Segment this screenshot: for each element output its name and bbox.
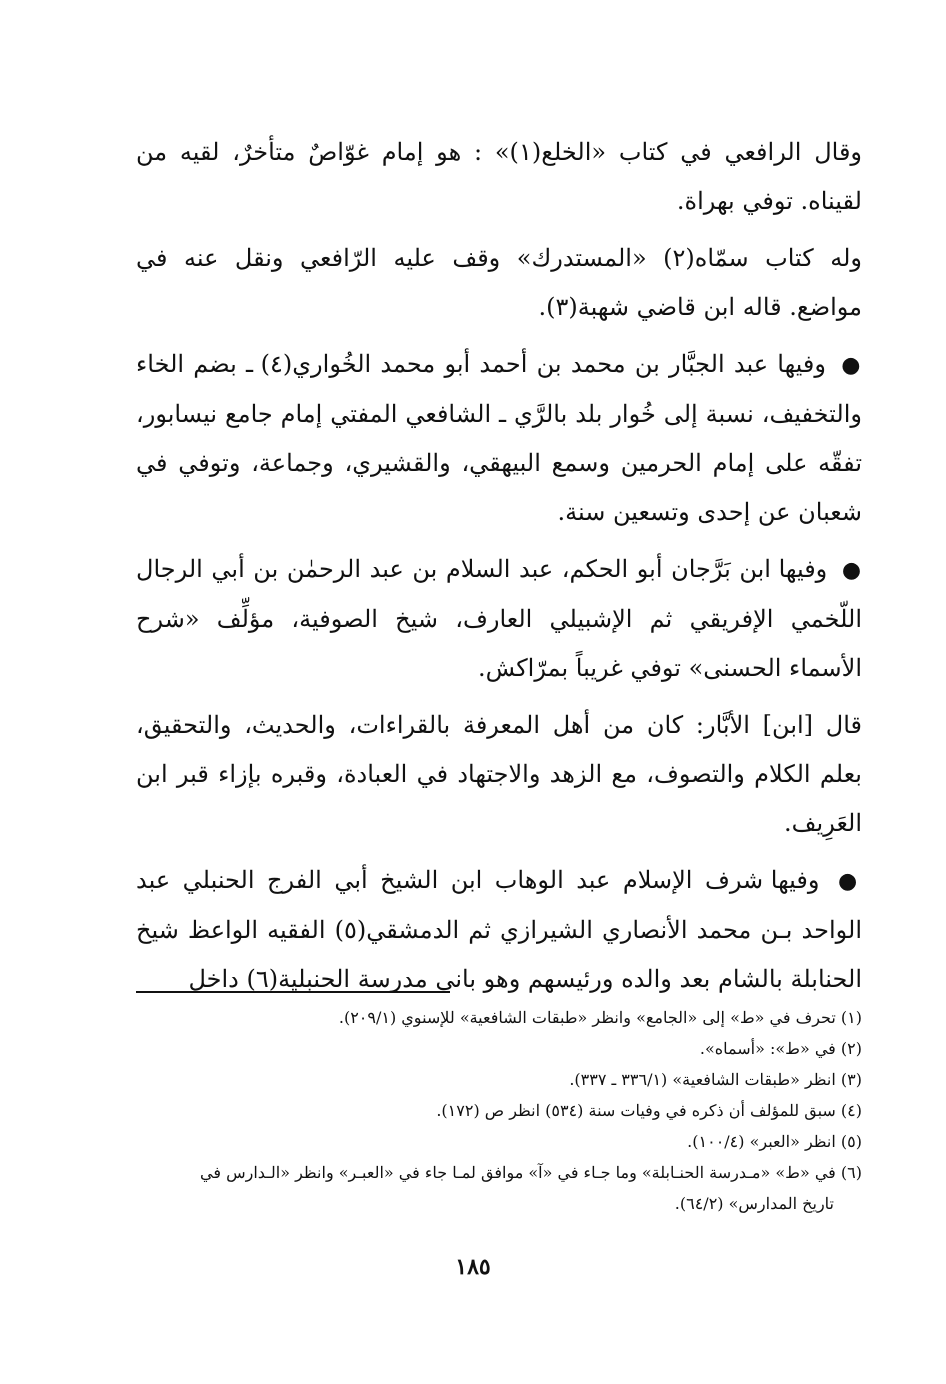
paragraph	[136, 128, 862, 226]
footnote-continuation	[136, 1188, 862, 1219]
paragraph-text: وفيها شرف الإسلام عبد الوهاب ابن الشيخ أبي الفرج الحنبلي عبد الواحد بـن محمد الأنصاري الشيرازي ثم الدمشقي(٥) الفقيه الواعظ شيخ الحنابلة بالشام بعد والده ورئيسهم وهو باني مدرسة الحنبلية(٦) داخل	[136, 866, 862, 993]
footnotes	[136, 1002, 862, 1219]
paragraph	[136, 234, 862, 332]
paragraph-text: وله كتاب سمّاه(٢) «المستدرك» وقف عليه الرّافعي ونقل عنه في مواضع. قاله ابن قاضي شهبة(٣).	[136, 244, 863, 321]
footnote	[136, 1002, 862, 1033]
footnote-text: انظر «العبر» (١٠٠/٤).	[687, 1132, 836, 1151]
paragraph-text: قال [ابن] الأبَّار: كان من أهل المعرفة بالقراءات، والحديث، والتحقيق، بعلم الكلام والتصوف، مع الزهد والاجتهاد في العبادة، وقبره بإزاء قبر ابن العَرِيف.	[136, 711, 862, 837]
footnote-text: تاريخ المدارس» (٦٤/٢).	[674, 1194, 834, 1213]
footnote-text: سبق للمؤلف أن ذكره في وفيات سنة (٥٣٤) انظر ص (١٧٢).	[436, 1101, 836, 1120]
footnote	[136, 1064, 862, 1095]
footnote	[136, 1157, 862, 1188]
footnote-text: في «ط» «مـدرسة الحنـابلة» وما جـاء في «آ» موافق لمـا جاء في «العبـر» وانظر «الـدارس في	[200, 1163, 836, 1182]
footnote-divider	[136, 991, 450, 993]
footnote-number: (٤)	[840, 1101, 862, 1120]
bullet-icon: ●	[841, 558, 862, 583]
footnote	[136, 1126, 862, 1157]
paragraph	[136, 545, 862, 693]
footnote-text: تحرف في «ط» إلى «الجامع» وانظر «طبقات الشافعية» للإسنوي (٢٠٩/١).	[338, 1008, 836, 1027]
paragraph-text: وقال الرافعي في كتاب «الخلع(١)» : هو إمام غوّاصٌ متأخرٌ، لقيه من لقيناه. توفي بهراة.	[136, 138, 863, 215]
footnote-number: (٦)	[840, 1163, 862, 1182]
page-number: ١٨٥	[455, 1254, 491, 1280]
paragraph	[136, 340, 862, 537]
footnote-number: (٥)	[840, 1132, 862, 1151]
footnote	[136, 1095, 862, 1126]
footnote-number: (١)	[840, 1008, 862, 1027]
bullet-icon: ●	[841, 353, 862, 378]
footnote-text: انظر «طبقات الشافعية» (٣٣٦/١ ـ ٣٣٧).	[569, 1070, 836, 1089]
main-text	[136, 128, 862, 1004]
paragraph	[136, 701, 862, 848]
paragraph	[136, 856, 862, 1004]
footnote-text: في «ط»: «أسماه».	[699, 1039, 836, 1058]
paragraph-text: وفيها ابن بَرَّجان أبو الحكم، عبد السلام بن عبد الرحمٰن بن أبي الرجال اللّخمي الإفريقي ثم الإشبيلي العارف، شيخ الصوفية، مؤلِّف «شرح الأسماء الحسنى» توفي غريباً بمرّاكش.	[136, 555, 862, 682]
bullet-icon: ●	[837, 869, 862, 894]
footnote	[136, 1033, 862, 1064]
footnote-number: (٢)	[840, 1039, 862, 1058]
paragraph-text: وفيها عبد الجبَّار بن محمد بن أحمد أبو محمد الخُواري(٤) ـ بضم الخاء والتخفيف، نسبة إلى خُوار بلد بالرَّي ـ الشافعي المفتي إمام جامع نيسابور، تفقّه على إمام الحرمين وسمع البيهقي، والقشيري، وجماعة، وتوفي في شعبان عن إحدى وتسعين سنة.	[136, 350, 862, 526]
footnote-number: (٣)	[840, 1070, 862, 1089]
